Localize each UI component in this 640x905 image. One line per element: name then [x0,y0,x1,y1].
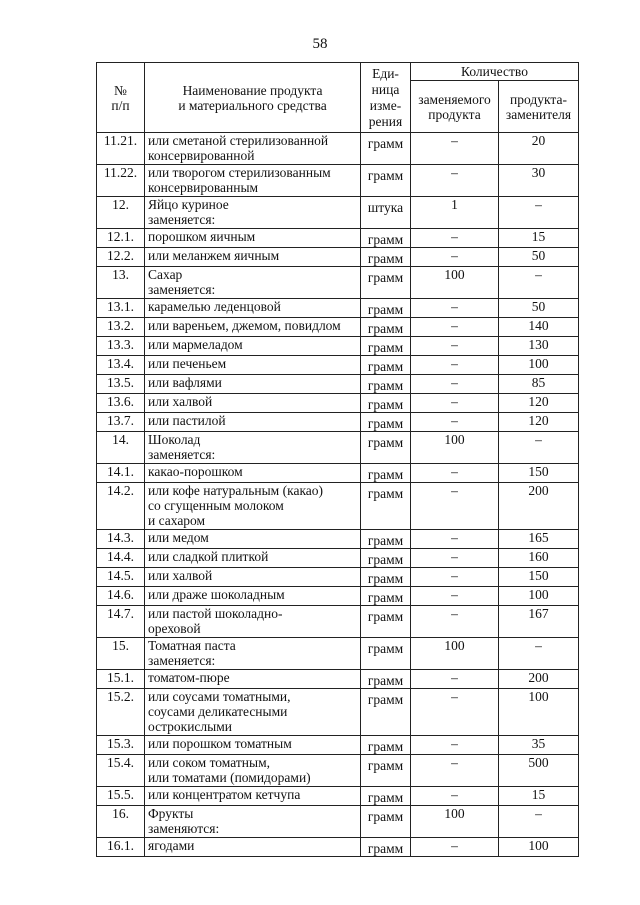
row-product-name: или сметаной стерилизованной консервированной [145,133,361,165]
row-replaced-quantity: – [411,606,499,638]
row-substitute-quantity: 165 [499,530,579,549]
row-number: 13. [97,267,145,299]
row-replaced-quantity: – [411,483,499,530]
table-row [97,568,579,587]
row-unit: грамм [361,413,411,432]
row-unit: грамм [361,375,411,394]
row-unit: грамм [361,568,411,587]
row-replaced-quantity: – [411,464,499,483]
row-replaced-quantity: – [411,413,499,432]
row-number: 12. [97,197,145,229]
row-number: 14.5. [97,568,145,587]
row-product-name: или печеньем [145,356,361,375]
table-row [97,133,579,165]
row-product-name: или вафлями [145,375,361,394]
row-product-name: или халвой [145,568,361,587]
row-unit: грамм [361,165,411,197]
row-substitute-quantity: 150 [499,464,579,483]
row-unit: грамм [361,587,411,606]
row-replaced-quantity: – [411,318,499,337]
row-number: 14. [97,432,145,464]
row-substitute-quantity: 100 [499,689,579,736]
row-number: 12.2. [97,248,145,267]
row-product-name: Шоколад заменяется: [145,432,361,464]
table-row [97,606,579,638]
row-unit: грамм [361,483,411,530]
row-replaced-quantity: – [411,587,499,606]
row-substitute-quantity: 100 [499,587,579,606]
row-replaced-quantity: 100 [411,267,499,299]
row-unit: грамм [361,229,411,248]
row-unit: грамм [361,806,411,838]
row-number: 11.21. [97,133,145,165]
table-body [97,133,579,857]
row-replaced-quantity: – [411,568,499,587]
row-replaced-quantity: – [411,299,499,318]
table-row [97,530,579,549]
row-number: 12.1. [97,229,145,248]
row-number: 14.7. [97,606,145,638]
table-row [97,375,579,394]
table-row [97,394,579,413]
row-number: 15.5. [97,787,145,806]
row-number: 13.4. [97,356,145,375]
row-number: 13.3. [97,337,145,356]
row-replaced-quantity: 100 [411,432,499,464]
row-product-name: Фрукты заменяются: [145,806,361,838]
row-number: 16. [97,806,145,838]
row-replaced-quantity: 100 [411,806,499,838]
row-unit: грамм [361,736,411,755]
row-product-name: или пастилой [145,413,361,432]
row-replaced-quantity: – [411,229,499,248]
table-row [97,356,579,375]
table-row [97,337,579,356]
row-number: 14.1. [97,464,145,483]
row-unit: грамм [361,464,411,483]
row-number: 13.7. [97,413,145,432]
row-unit: грамм [361,606,411,638]
row-number: 11.22. [97,165,145,197]
row-product-name: какао-порошком [145,464,361,483]
row-substitute-quantity: 50 [499,299,579,318]
row-replaced-quantity: – [411,689,499,736]
table-row [97,318,579,337]
row-unit: грамм [361,394,411,413]
row-unit: грамм [361,755,411,787]
row-substitute-quantity: 140 [499,318,579,337]
header-quantity: Количество [411,63,579,81]
row-replaced-quantity: – [411,133,499,165]
table-row [97,413,579,432]
table-row [97,638,579,670]
row-unit: грамм [361,356,411,375]
row-replaced-quantity: – [411,337,499,356]
table-row [97,267,579,299]
row-unit: грамм [361,689,411,736]
row-substitute-quantity: 500 [499,755,579,787]
table-row [97,689,579,736]
row-substitute-quantity: 130 [499,337,579,356]
row-number: 13.1. [97,299,145,318]
table-row [97,787,579,806]
row-product-name: или кофе натуральным (какао) со сгущенным молоком и сахаром [145,483,361,530]
row-substitute-quantity: 100 [499,838,579,857]
row-product-name: или медом [145,530,361,549]
table-row [97,838,579,857]
row-unit: штука [361,197,411,229]
row-substitute-quantity: – [499,267,579,299]
row-substitute-quantity: 15 [499,787,579,806]
row-unit: грамм [361,838,411,857]
row-substitute-quantity: 15 [499,229,579,248]
row-product-name: или творогом стерилизованным консервированным [145,165,361,197]
table-row [97,432,579,464]
row-unit: грамм [361,787,411,806]
row-unit: грамм [361,549,411,568]
row-substitute-quantity: – [499,197,579,229]
row-substitute-quantity: 120 [499,394,579,413]
row-product-name: или пастой шоколадно- ореховой [145,606,361,638]
row-product-name: Яйцо куриное заменяется: [145,197,361,229]
row-unit: грамм [361,318,411,337]
table-row [97,299,579,318]
table-row [97,587,579,606]
row-number: 16.1. [97,838,145,857]
table-row [97,755,579,787]
header-unit: Еди- ница изме- рения [361,63,411,133]
row-unit: грамм [361,248,411,267]
row-unit: грамм [361,133,411,165]
row-substitute-quantity: 200 [499,670,579,689]
row-number: 13.2. [97,318,145,337]
row-replaced-quantity: – [411,394,499,413]
row-replaced-quantity: – [411,838,499,857]
table-row [97,229,579,248]
row-product-name: или концентратом кетчупа [145,787,361,806]
row-product-name: или мармеладом [145,337,361,356]
row-number: 13.6. [97,394,145,413]
row-number: 15.3. [97,736,145,755]
row-replaced-quantity: – [411,736,499,755]
table-row [97,483,579,530]
row-substitute-quantity: – [499,432,579,464]
row-product-name: или сладкой плиткой [145,549,361,568]
row-product-name: ягодами [145,838,361,857]
row-number: 14.2. [97,483,145,530]
row-unit: грамм [361,337,411,356]
row-unit: грамм [361,432,411,464]
row-substitute-quantity: – [499,638,579,670]
row-replaced-quantity: – [411,755,499,787]
row-unit: грамм [361,670,411,689]
table-row [97,464,579,483]
row-number: 15.1. [97,670,145,689]
row-product-name: Томатная паста заменяется: [145,638,361,670]
row-product-name: порошком яичным [145,229,361,248]
row-replaced-quantity: – [411,356,499,375]
row-number: 15. [97,638,145,670]
row-number: 15.2. [97,689,145,736]
row-unit: грамм [361,638,411,670]
row-product-name: или соусами томатными, соусами деликатесными острокислыми [145,689,361,736]
table-row [97,549,579,568]
row-unit: грамм [361,299,411,318]
row-substitute-quantity: 167 [499,606,579,638]
row-substitute-quantity: 120 [499,413,579,432]
row-replaced-quantity: 1 [411,197,499,229]
row-replaced-quantity: – [411,165,499,197]
row-substitute-quantity: 85 [499,375,579,394]
header-replaced-product: заменяемого продукта [411,81,499,133]
row-product-name: карамелью леденцовой [145,299,361,318]
row-replaced-quantity: – [411,375,499,394]
table-row [97,736,579,755]
header-product-name: Наименование продукта и материального средства [145,63,361,133]
row-substitute-quantity: 20 [499,133,579,165]
header-substitute-product: продукта- заменителя [499,81,579,133]
row-number: 13.5. [97,375,145,394]
row-substitute-quantity: 150 [499,568,579,587]
row-substitute-quantity: 160 [499,549,579,568]
row-substitute-quantity: 50 [499,248,579,267]
table-row [97,806,579,838]
row-substitute-quantity: – [499,806,579,838]
row-number: 14.3. [97,530,145,549]
table-row [97,248,579,267]
page-number: 58 [312,36,328,52]
row-substitute-quantity: 200 [499,483,579,530]
header-number: № п/п [97,63,145,133]
row-replaced-quantity: – [411,549,499,568]
row-substitute-quantity: 35 [499,736,579,755]
row-product-name: или драже шоколадным [145,587,361,606]
row-number: 14.6. [97,587,145,606]
row-number: 15.4. [97,755,145,787]
row-product-name: или соком томатным, или томатами (помидорами) [145,755,361,787]
row-replaced-quantity: – [411,248,499,267]
row-number: 14.4. [97,549,145,568]
row-substitute-quantity: 30 [499,165,579,197]
row-replaced-quantity: – [411,530,499,549]
row-product-name: или вареньем, джемом, повидлом [145,318,361,337]
row-product-name: томатом-пюре [145,670,361,689]
row-substitute-quantity: 100 [499,356,579,375]
row-replaced-quantity: – [411,787,499,806]
row-replaced-quantity: – [411,670,499,689]
row-product-name: или порошком томатным [145,736,361,755]
row-unit: грамм [361,530,411,549]
substitution-table [96,62,579,857]
table-row [97,165,579,197]
table-row [97,670,579,689]
row-product-name: или меланжем яичным [145,248,361,267]
row-product-name: или халвой [145,394,361,413]
row-replaced-quantity: 100 [411,638,499,670]
table-row [97,197,579,229]
row-product-name: Сахар заменяется: [145,267,361,299]
row-unit: грамм [361,267,411,299]
